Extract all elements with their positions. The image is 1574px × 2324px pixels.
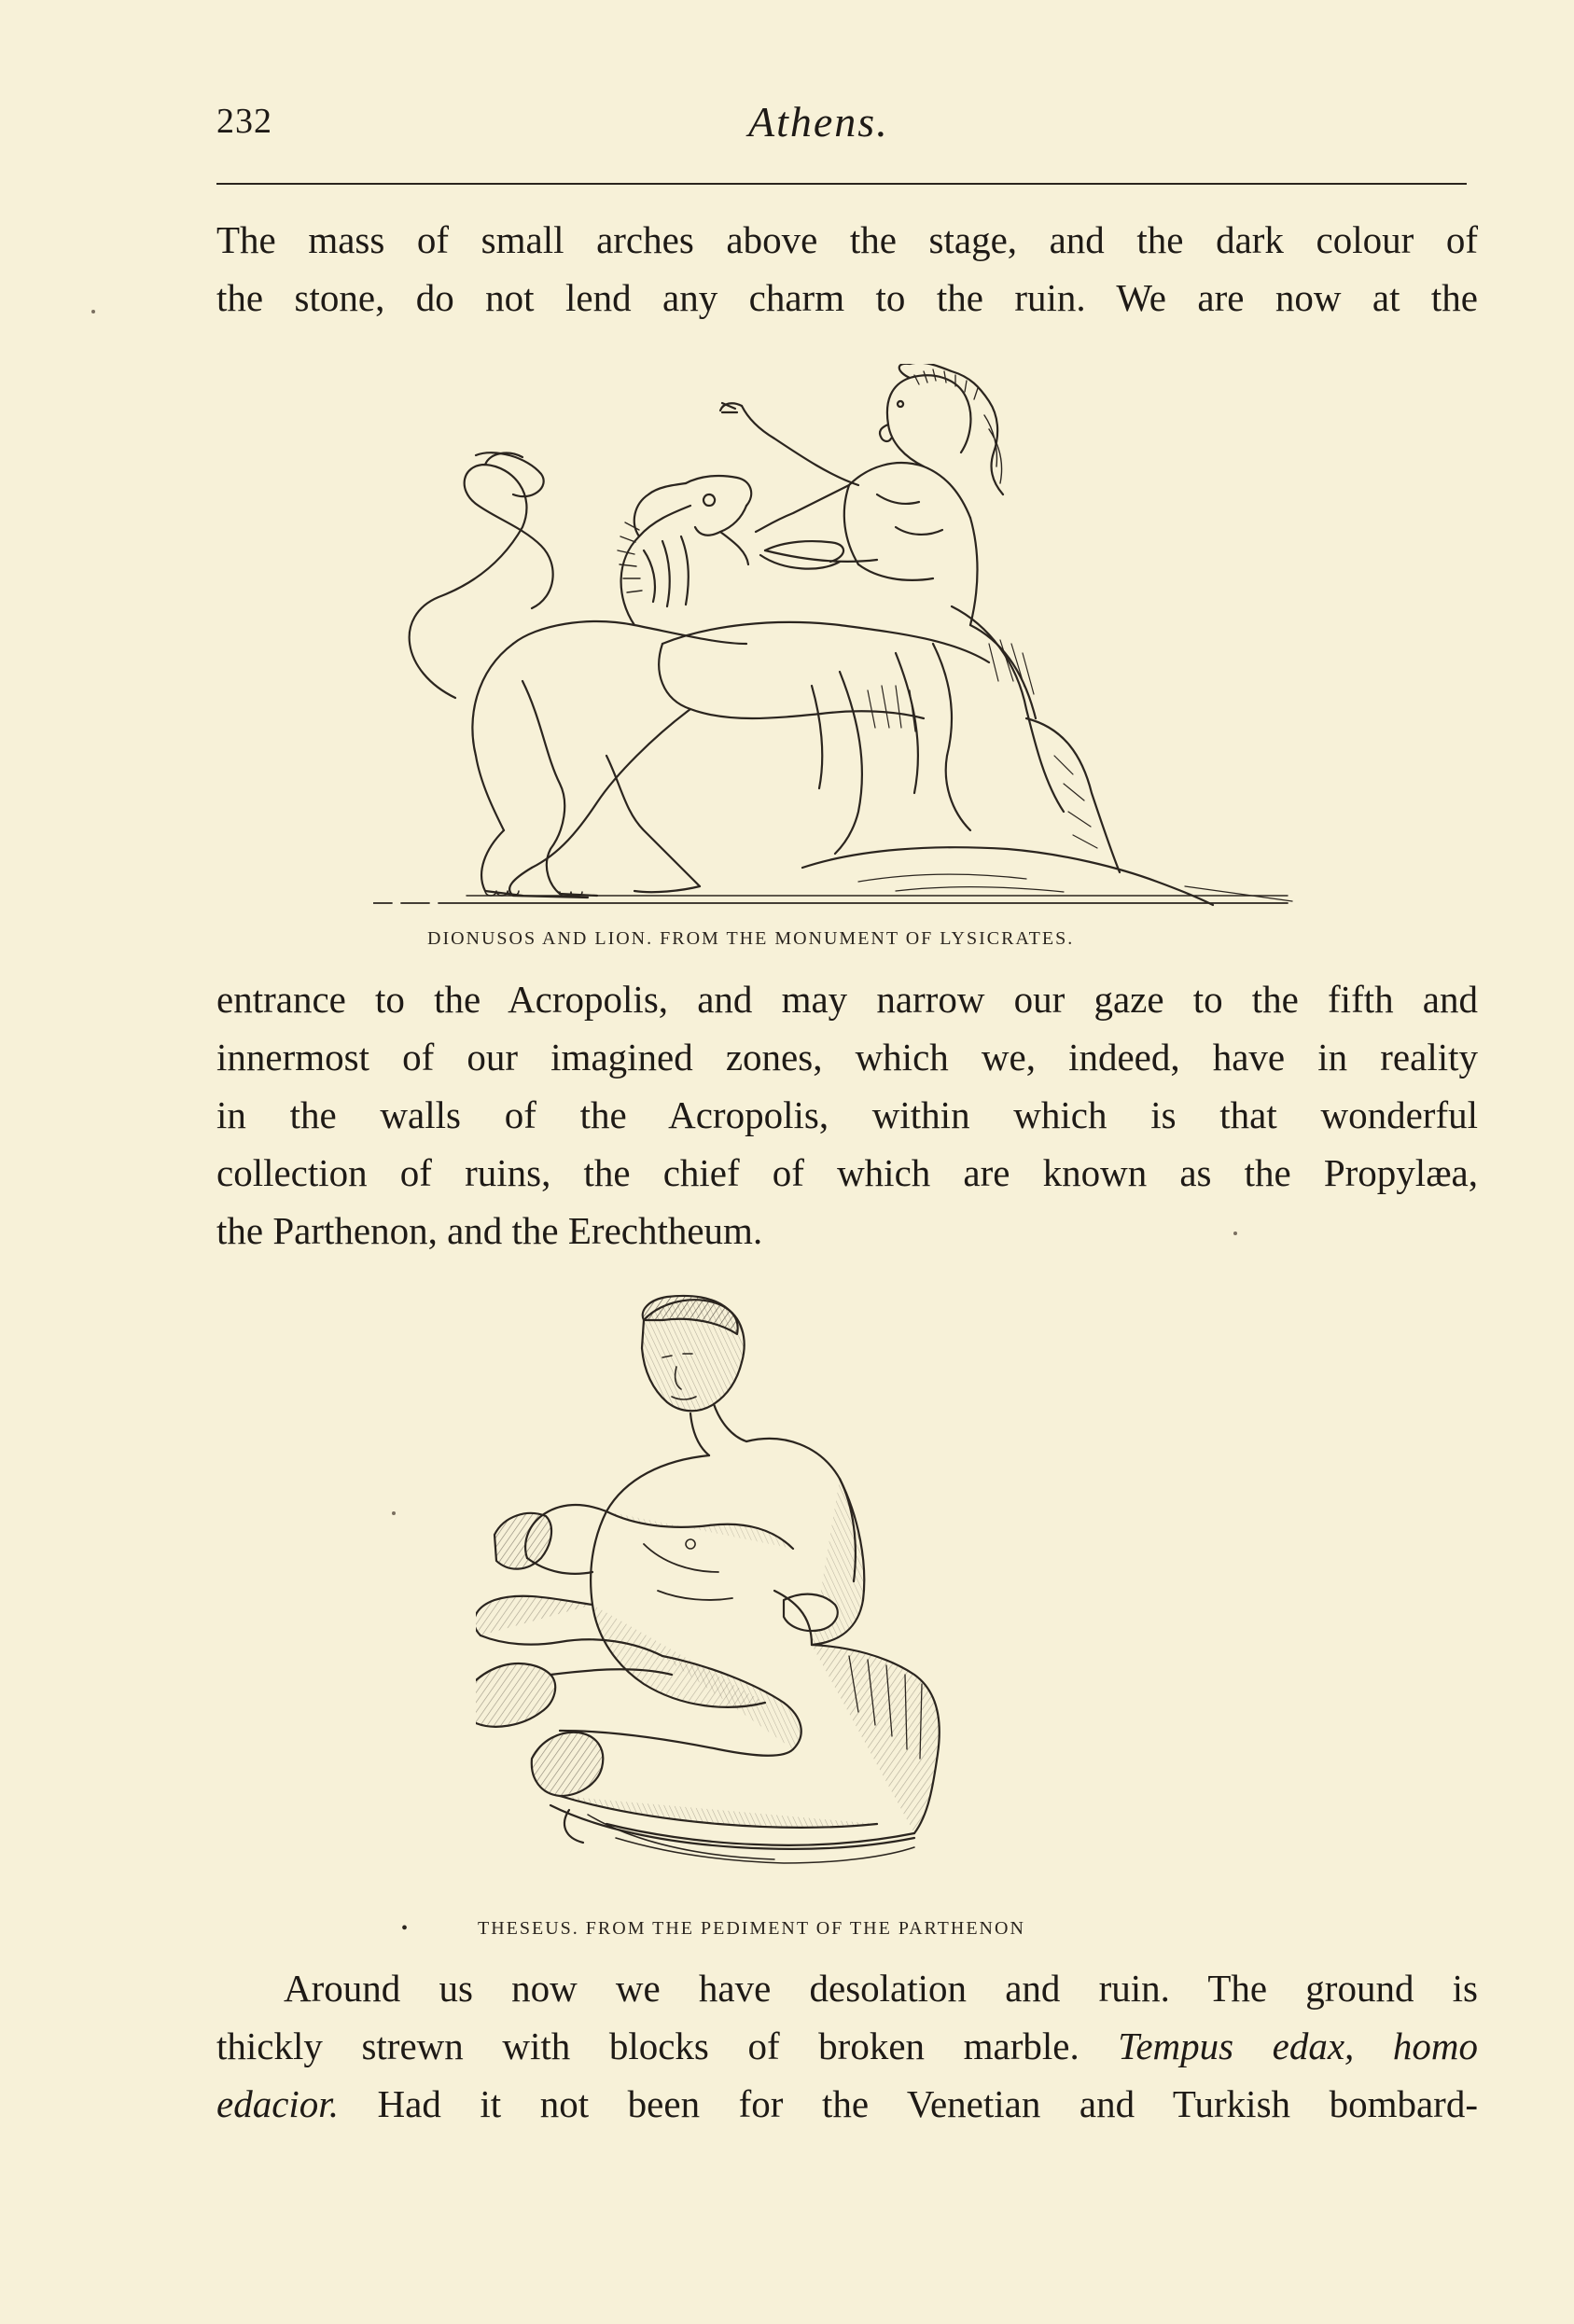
text-line: Around us now we have desolation and ruin. The ground is: [284, 1967, 1478, 2010]
figure-dionusos-and-lion: [373, 364, 1306, 914]
paper-speck: [392, 1511, 396, 1515]
text-line: [216, 2075, 1478, 2133]
text-line: innermost of our imagined zones, which we, indeed, have in reality: [216, 1036, 1478, 1079]
text-run: Had it not been for the Venetian and Turkish bombard-: [338, 2082, 1478, 2125]
text-line: entrance to the Acropolis, and may narrow our gaze to the fifth and: [216, 978, 1478, 1021]
figure-2-caption: THESEUS. FROM THE PEDIMENT OF THE PARTHENON: [478, 1918, 1025, 1939]
text-line: the Parthenon, and the Erechtheum.: [216, 1209, 763, 1252]
paper-speck: [91, 310, 95, 313]
text-line: The mass of small arches above the stage, and the dark colour of: [216, 218, 1478, 261]
figure-1-caption: DIONUSOS AND LION. FROM THE MONUMENT OF LYSICRATES.: [427, 928, 1075, 949]
text-line: the stone, do not lend any charm to the ruin. We are now at the: [216, 276, 1478, 319]
header-rule: [216, 183, 1467, 185]
dionusos-lion-engraving: [373, 364, 1306, 914]
page-header: [216, 98, 1467, 157]
latin-quote: Tempus edax, homo: [1118, 2025, 1478, 2067]
paragraph-2: [216, 970, 1478, 1259]
page-number: 232: [216, 102, 272, 141]
running-title: Athens.: [748, 98, 889, 146]
latin-quote: edacior.: [216, 2082, 339, 2125]
text-line: collection of ruins, the chief of which are known as the Propylæa,: [216, 1151, 1478, 1194]
text-line: in the walls of the Acropolis, within which is that wonderful: [216, 1093, 1478, 1136]
text-line: [216, 2017, 1478, 2075]
paragraph-1: [216, 211, 1478, 327]
figure-theseus: [476, 1292, 1222, 1899]
theseus-engraving: [476, 1292, 1222, 1899]
text-run: thickly strewn with blocks of broken marble.: [216, 2025, 1119, 2067]
paper-speck: [1233, 1232, 1237, 1235]
paragraph-3: [216, 1959, 1478, 2133]
figure-2-caption-mark: •: [401, 1918, 411, 1939]
